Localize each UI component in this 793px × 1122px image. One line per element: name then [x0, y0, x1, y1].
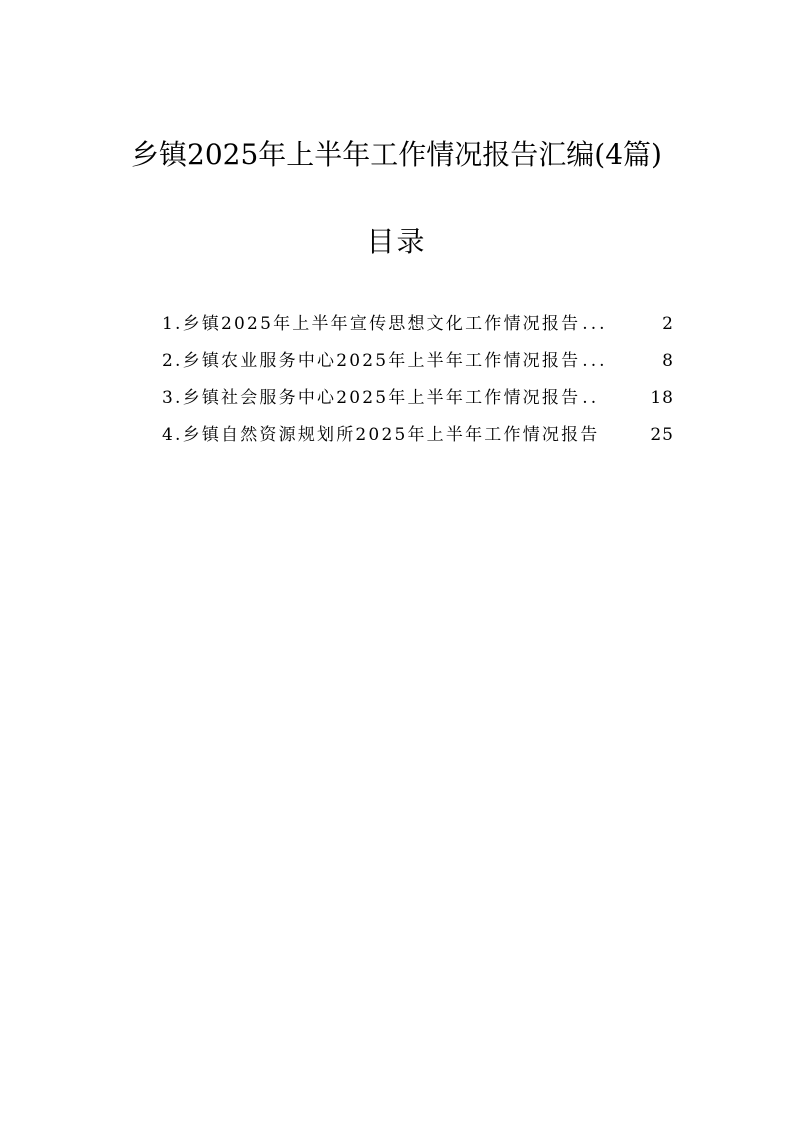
- toc-heading: 目录: [366, 225, 427, 258]
- toc-entry-1[interactable]: [162, 306, 674, 343]
- toc-page-number: 8: [662, 351, 674, 371]
- document-title: 乡镇2025年上半年工作情况报告汇编(4篇): [131, 138, 662, 171]
- toc-entry-title: 1.乡镇2025年上半年宣传思想文化工作情况报告: [162, 314, 581, 334]
- toc-entry-title: 2.乡镇农业服务中心2025年上半年工作情况报告: [162, 351, 581, 371]
- table-of-contents: [162, 306, 674, 454]
- toc-dot-leader: ...: [582, 351, 608, 371]
- toc-entry-title: 3.乡镇社会服务中心2025年上半年工作情况报告: [162, 388, 581, 408]
- toc-page-number: 18: [650, 388, 674, 408]
- toc-entry-3[interactable]: [162, 380, 674, 417]
- toc-dot-leader: ...: [582, 314, 608, 334]
- toc-dot-leader: ..: [582, 388, 600, 408]
- toc-entry-2[interactable]: [162, 343, 674, 380]
- toc-page-number: 25: [650, 425, 674, 445]
- toc-entry-title: 4.乡镇自然资源规划所2025年上半年工作情况报告: [162, 425, 600, 445]
- toc-entry-4[interactable]: [162, 417, 674, 454]
- toc-page-number: 2: [662, 314, 674, 334]
